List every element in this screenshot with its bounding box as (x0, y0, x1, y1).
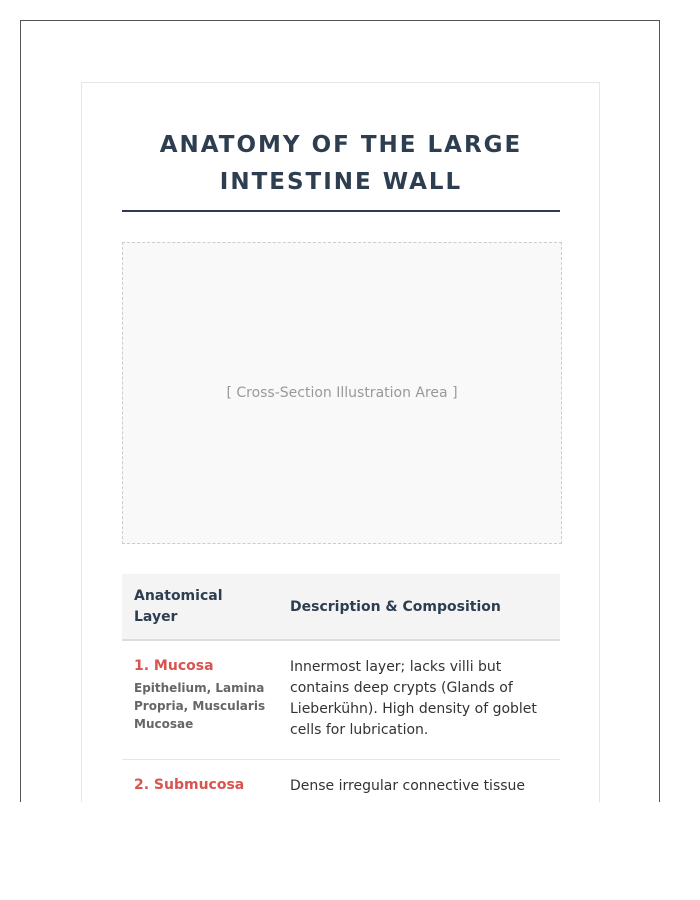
table-row (122, 640, 560, 760)
illustration-placeholder-label: [ Cross-Section Illustration Area ] (226, 385, 458, 401)
layers-table (122, 574, 560, 802)
table-header-row (122, 574, 560, 640)
page-frame (20, 20, 660, 802)
illustration-placeholder (122, 242, 562, 544)
column-header-layer: Anatomical Layer (122, 574, 278, 640)
column-header-description: Description & Composition (278, 574, 560, 640)
description-cell (278, 640, 560, 760)
layer-cell (122, 760, 278, 803)
layer-name: 2. Submucosa (134, 777, 245, 793)
title-divider (122, 210, 560, 212)
layer-cell (122, 640, 278, 760)
layer-description: Innermost layer; lacks villi but contains deep crypts (Glands of Lieberkühn). High density of goblet cells for lubrication. (290, 659, 537, 738)
description-cell (278, 760, 560, 803)
layer-name: 1. Mucosa (134, 658, 214, 674)
document-card (81, 82, 600, 802)
table-row (122, 760, 560, 803)
layer-description: Dense irregular connective tissue (290, 778, 526, 794)
page-title: ANATOMY OF THE LARGE INTESTINE WALL (159, 132, 523, 195)
layer-components: Epithelium, Lamina Propria, Muscularis Mucosae (134, 681, 266, 731)
